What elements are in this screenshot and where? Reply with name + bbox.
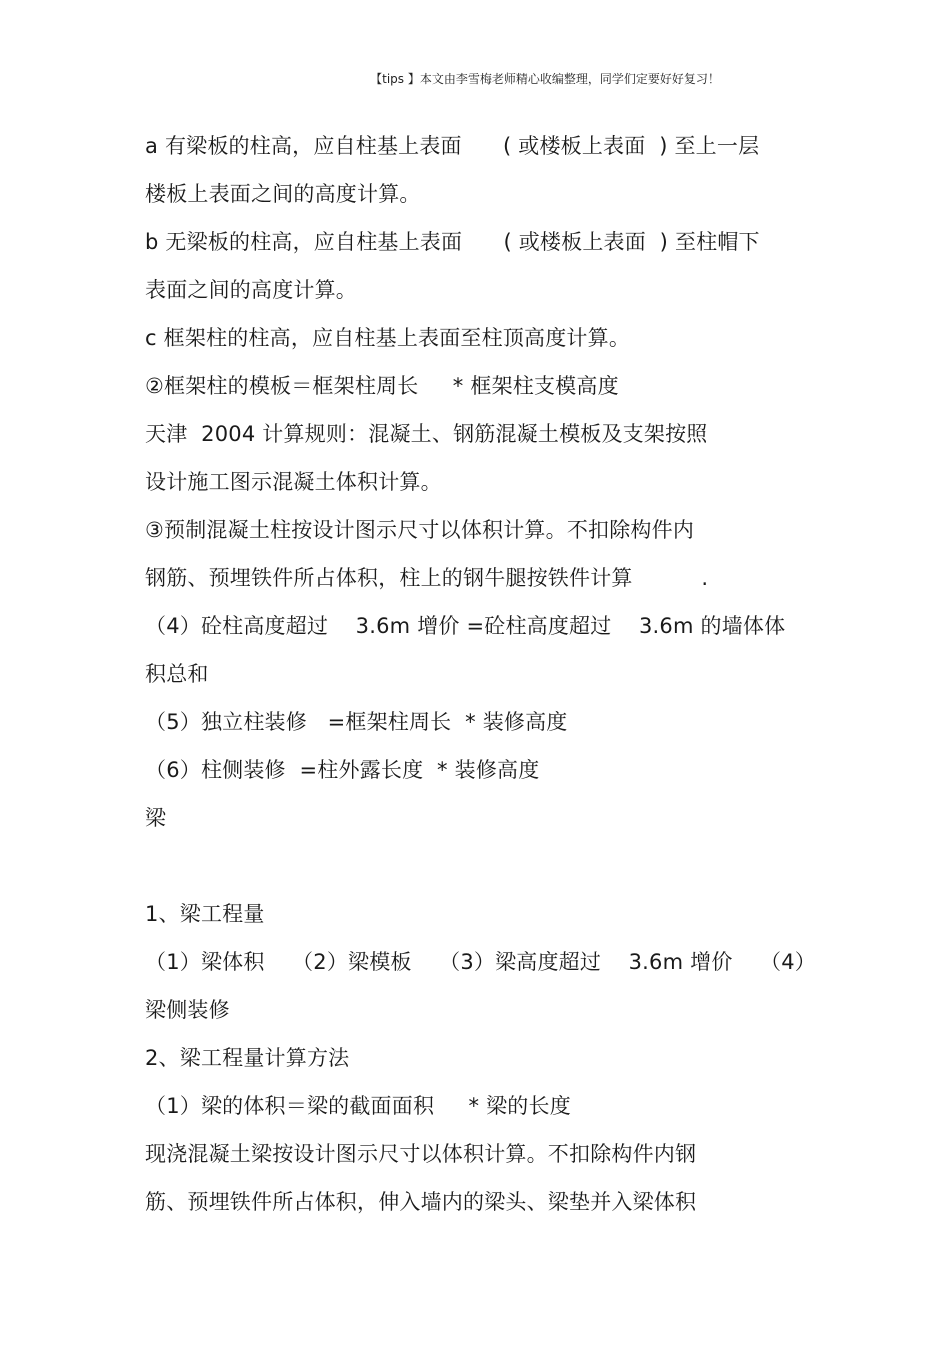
section-heading: 梁 bbox=[145, 806, 167, 830]
text-line: 筋、预埋铁件所占体积，伸入墙内的梁头、梁垫并入梁体积 bbox=[145, 1190, 697, 1214]
text-line: （6）柱侧装修 =柱外露长度 * 装修高度 bbox=[145, 758, 540, 782]
text-line: c 框架柱的柱高，应自柱基上表面至柱顶高度计算。 bbox=[145, 326, 631, 350]
text-line: （5）独立柱装修 =框架柱周长 * 装修高度 bbox=[145, 710, 568, 734]
header-note: 【tips 】本文由李雪梅老师精心收编整理，同学们定要好好复习！ bbox=[370, 72, 720, 86]
text-line: 积总和 bbox=[145, 662, 209, 686]
text-line: 2、梁工程量计算方法 bbox=[145, 1046, 350, 1070]
text-line: （1）梁的体积＝梁的截面面积 * 梁的长度 bbox=[145, 1094, 571, 1118]
text-line: 楼板上表面之间的高度计算。 bbox=[145, 182, 421, 206]
text-line: 现浇混凝土梁按设计图示尺寸以体积计算。不扣除构件内钢 bbox=[145, 1142, 697, 1166]
text-line: （4）砼柱高度超过 3.6m 增价 =砼柱高度超过 3.6m 的墙体体 bbox=[145, 614, 786, 638]
text-line: 1、梁工程量 bbox=[145, 902, 265, 926]
text-line: ②框架柱的模板＝框架柱周长 * 框架柱支模高度 bbox=[145, 374, 619, 398]
text-line: b 无梁板的柱高，应自柱基上表面 ( 或楼板上表面 ) 至柱帽下 bbox=[145, 230, 760, 254]
text-line: ③预制混凝土柱按设计图示尺寸以体积计算。不扣除构件内 bbox=[145, 518, 695, 542]
text-line: （1）梁体积 （2）梁模板 （3）梁高度超过 3.6m 增价 （4） bbox=[145, 950, 816, 974]
text-line: a 有梁板的柱高，应自柱基上表面 ( 或楼板上表面 ) 至上一层 bbox=[145, 134, 760, 158]
text-line: 设计施工图示混凝土体积计算。 bbox=[145, 470, 442, 494]
text-line: 梁侧装修 bbox=[145, 998, 230, 1022]
text-line: 天津 2004 计算规则：混凝土、钢筋混凝土模板及支架按照 bbox=[145, 422, 708, 446]
text-line: 表面之间的高度计算。 bbox=[145, 278, 357, 302]
text-line: 钢筋、预埋铁件所占体积，柱上的钢牛腿按铁件计算 . bbox=[145, 566, 709, 590]
